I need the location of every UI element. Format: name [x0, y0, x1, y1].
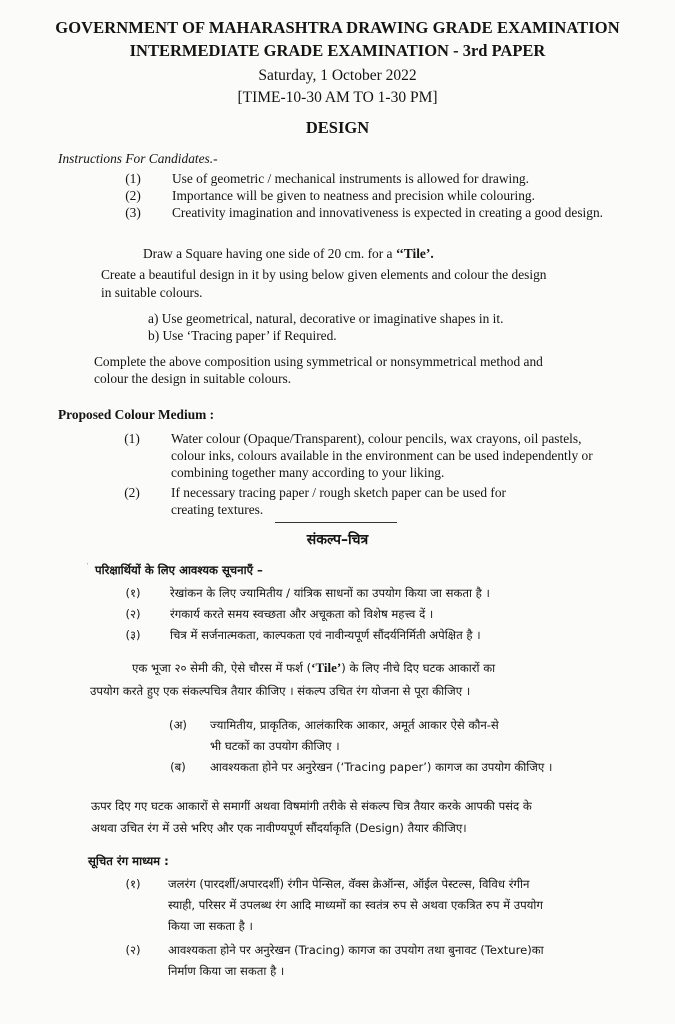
- medium-number: (2): [124, 485, 140, 500]
- subject-title: DESIGN: [305, 118, 370, 137]
- hindi-medium-line: आवश्यकता होने पर अनुरेखन (Tracing) कागज का उपयोग तथा बुनावट (Texture)का: [168, 943, 544, 957]
- exam-subtitle: INTERMEDIATE GRADE EXAMINATION - 3rd PAPER: [129, 41, 546, 60]
- task-line-1: [143, 245, 434, 262]
- hindi-instruction-text: चित्र में सर्जनात्मकता, काल्पकता एवं नावीन्यपूर्ण सौंदर्यनिर्मिती अपेक्षित है ।: [170, 628, 481, 642]
- hindi-task-text: एक भूजा २० सेमी की, ऐसे चौरस में फर्श (: [132, 661, 312, 675]
- hindi-instruction-number: (३): [125, 628, 141, 642]
- option-a: a) Use geometrical, natural, decorative or imaginative shapes in it.: [148, 311, 504, 326]
- instruction-text: Importance will be given to neatness and precision while colouring.: [172, 188, 535, 203]
- hindi-medium-line: जलरंग (पारदर्शी/अपारदर्शी) रंगीन पेन्सिल, वॅक्स क्रेऑन्स, ऑईल पेस्टल्स, विविध रंगीन: [168, 877, 530, 891]
- hindi-title: संकल्प–चित्र: [306, 532, 369, 548]
- hindi-instruction-number: (२): [125, 607, 141, 621]
- task-line-1-text: Draw a Square having one side of 20 cm. for a: [143, 246, 396, 261]
- medium-line: If necessary tracing paper / rough sketch paper can be used for: [171, 485, 506, 500]
- complete-line-2: colour the design in suitable colours.: [94, 371, 292, 386]
- hindi-option-number: (ब): [170, 760, 186, 774]
- instructions-heading: Instructions For Candidates.-: [58, 151, 218, 166]
- hindi-option-line: भी घटकों का उपयोग कीजिए ।: [210, 739, 340, 753]
- exam-time: [TIME-10-30 AM TO 1-30 PM]: [237, 89, 438, 106]
- hindi-option-line: आवश्यकता होने पर अनुरेखन (‘Tracing paper’) कागज का उपयोग कीजिए ।: [210, 760, 553, 774]
- instruction-text: Creativity imagination and innovativeness is expected in creating a good design.: [172, 205, 603, 220]
- instruction-text: Use of geometric / mechanical instruments is allowed for drawing.: [172, 171, 529, 186]
- exam-title: GOVERNMENT OF MAHARASHTRA DRAWING GRADE EXAMINATION: [55, 18, 620, 37]
- hindi-instructions-heading: परिक्षार्थियों के लिए आवश्यक सूचनाएँ –: [95, 563, 263, 577]
- medium-line: combining together many according to your liking.: [171, 465, 445, 480]
- medium-line: colour inks, colours available in the environment can be used independently or: [171, 448, 593, 463]
- exam-date: Saturday, 1 October 2022: [258, 67, 417, 84]
- hindi-task-line-2: उपयोग करते हुए एक संकल्पचित्र तैयार कीजिए । संकल्प उचित रंग योजना से पूरा कीजिए ।: [90, 684, 471, 698]
- hindi-medium-number: (१): [125, 877, 141, 891]
- hindi-option-line: ज्यामितीय, प्राकृतिक, आलंकारिक आकार, अमूर्त आकार ऐसे कौन-से: [210, 718, 499, 732]
- complete-line-1: Complete the above composition using symmetrical or nonsymmetrical method and: [94, 354, 543, 369]
- hindi-complete-line-1: ऊपर दिए गए घटक आकारों से समागीं अथवा विषमांगी तरीके से संकल्प चित्र तैयार करके आपकी पसंद के: [91, 799, 532, 813]
- section-divider: [275, 522, 397, 523]
- hindi-instruction-text: रेखांकन के लिए ज्यामितीय / यांत्रिक साधनों का उपयोग किया जा सकता है ।: [170, 586, 490, 600]
- hindi-option-number: (अ): [169, 718, 187, 732]
- option-b: b) Use ‘Tracing paper’ if Required.: [148, 328, 337, 343]
- hindi-instruction-text: रंगकार्य करते समय स्वच्छता और अचूकता को विशेष महत्त्व दें ।: [170, 607, 434, 621]
- medium-line: Water colour (Opaque/Transparent), colour pencils, wax crayons, oil pastels,: [171, 431, 582, 446]
- instruction-number: (1): [125, 171, 141, 186]
- hindi-task-line-1: [132, 659, 495, 677]
- task-tile-word: ‘‘Tile’.: [395, 246, 434, 261]
- task-line-3: in suitable colours.: [101, 285, 203, 300]
- task-line-2: Create a beautiful design in it by using below given elements and colour the design: [101, 267, 547, 282]
- hindi-tile-word: ‘Tile’: [311, 660, 342, 675]
- hindi-medium-line: स्याही, परिसर में उपलब्ध रंग आदि माध्यमों का स्वतंत्र रुप से अथवा एकत्रित रुप में उपयोग: [168, 898, 543, 912]
- hindi-complete-line-2: अथवा उचित रंग में उसे भरिए और एक नावीण्यपूर्ण सौंदर्याकृति (Design) तैयार कीजिए।: [91, 821, 467, 835]
- hindi-task-text-post: ) के लिए नीचे दिए घटक आकारों का: [341, 661, 496, 675]
- instruction-number: (2): [125, 188, 141, 203]
- medium-heading: Proposed Colour Medium :: [58, 407, 215, 422]
- hindi-medium-heading: सूचित रंग माध्यम :: [88, 854, 169, 868]
- instruction-number: (3): [125, 205, 141, 220]
- medium-line: creating textures.: [171, 502, 264, 517]
- hindi-instruction-number: (१): [125, 586, 141, 600]
- medium-number: (1): [124, 431, 140, 446]
- hindi-medium-number: (२): [125, 943, 141, 957]
- hindi-medium-line: निर्माण किया जा सकता है ।: [168, 964, 285, 978]
- hindi-medium-line: किया जा सकता है ।: [168, 919, 253, 933]
- margin-mark: ˈ: [86, 562, 89, 571]
